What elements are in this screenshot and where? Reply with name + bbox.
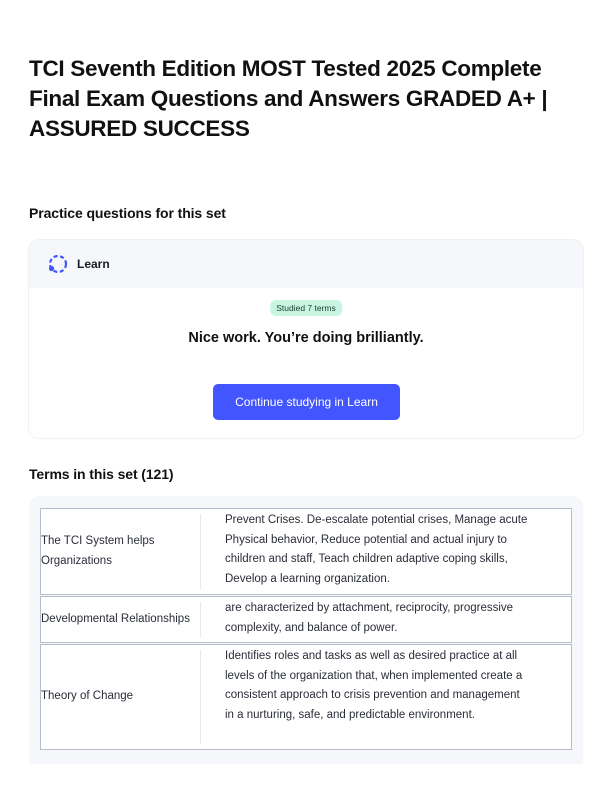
praise-message: Nice work. You’re doing brilliantly.	[188, 330, 424, 346]
learn-card	[29, 240, 583, 438]
terms-heading: Terms in this set (121)	[29, 466, 174, 482]
learn-progress-icon	[47, 253, 69, 275]
definition-text: Prevent Crises. De-escalate potential crises, Manage acute Physical behavior, Reduce potential and actual injury to children and staff, Teach children adaptive coping skills, Develop a learning organization.	[225, 514, 528, 585]
definition-text: Identifies roles and tasks as well as desired practice at all levels of the organization that, when implemented create a consistent approach to crisis prevention and management in a nurturing, safe, and predictable environment.	[225, 650, 523, 721]
term-text: Theory of Change	[41, 690, 134, 703]
learn-body	[29, 288, 583, 438]
document-title: TCI Seventh Edition MOST Tested 2025 Complete Final Exam Questions and Answers GRADED A+ | ASSURED SUCCESS	[29, 56, 548, 141]
studied-badge: Studied 7 terms	[270, 300, 342, 316]
learn-label: Learn	[77, 257, 110, 271]
term-text: The TCI System helps Organizations	[41, 535, 155, 567]
term-row[interactable]	[40, 508, 572, 595]
definition-text: are characterized by attachment, reciprocity, progressive complexity, and balance of power.	[225, 602, 514, 634]
learn-header[interactable]	[29, 240, 583, 288]
practice-heading: Practice questions for this set	[29, 205, 226, 221]
terms-table	[40, 508, 572, 750]
continue-studying-button[interactable]: Continue studying in Learn	[213, 384, 400, 420]
term-row[interactable]	[40, 644, 572, 750]
term-text: Developmental Relationships	[41, 612, 190, 625]
term-row[interactable]	[40, 596, 572, 643]
terms-container	[29, 496, 583, 764]
